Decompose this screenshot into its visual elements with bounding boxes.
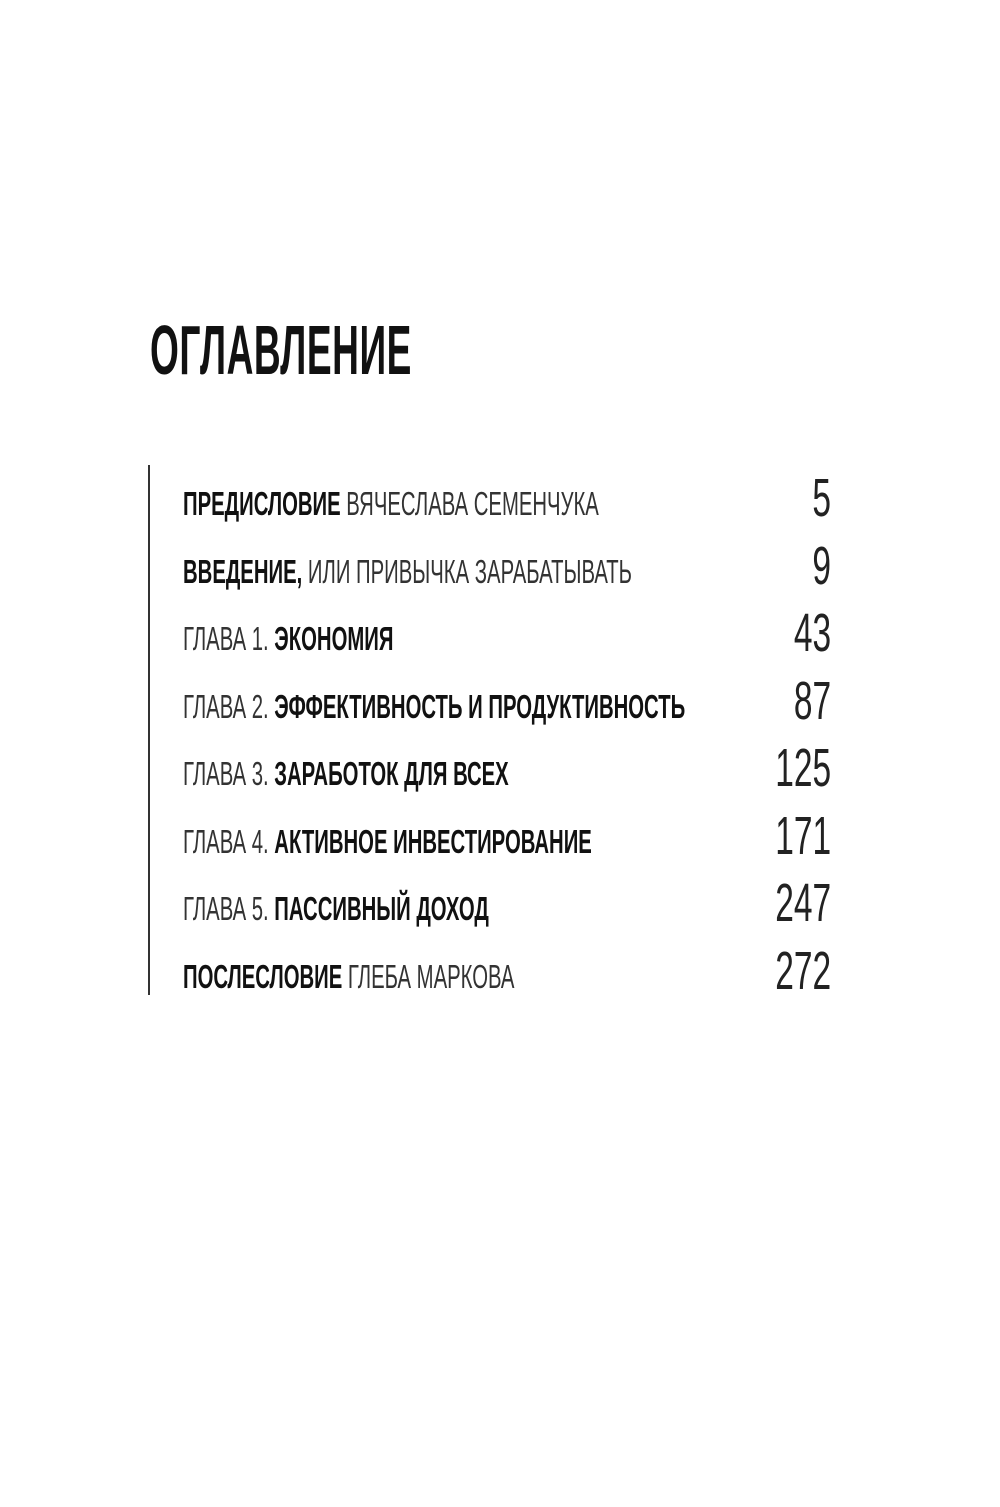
toc-entry[interactable]	[183, 871, 831, 931]
toc-entry-light-text: ИЛИ ПРИВЫЧКА ЗАРАБАТЫВАТЬ	[302, 552, 633, 590]
toc-entry-light-text: ВЯЧЕСЛАВА СЕМЕНЧУКА	[340, 485, 599, 522]
toc-page-number: 171	[775, 805, 831, 866]
toc-page-number: 5	[812, 468, 831, 528]
toc-entry-bold-text: ПРЕДИСЛОВИЕ	[183, 485, 341, 522]
toc-entry-light-text: ГЛАВА 4.	[183, 822, 275, 860]
toc-entry-title	[183, 824, 592, 860]
toc-entry-bold-text: ВВЕДЕНИЕ,	[183, 552, 303, 590]
toc-entry-title	[183, 689, 685, 725]
toc-page-number: 125	[775, 738, 831, 798]
toc-page-number: 87	[793, 670, 831, 731]
toc-entry-bold-text: ПОСЛЕСЛОВИЕ	[183, 957, 343, 995]
toc-entry-title	[183, 891, 489, 927]
toc-entry-bold-text: ЭФФЕКТИВНОСТЬ И ПРОДУКТИВНОСТЬ	[274, 687, 686, 725]
toc-entry-light-text: ГЛАВА 5.	[183, 890, 275, 927]
toc-page-number: 247	[775, 873, 831, 933]
toc-entry-title	[183, 486, 599, 522]
toc-entry[interactable]	[183, 736, 831, 796]
divider-line	[148, 465, 150, 995]
toc-entry-title	[183, 621, 393, 657]
toc-entry-bold-text: ПАССИВНЫЙ ДОХОД	[274, 890, 489, 927]
toc-page-number: 43	[793, 603, 831, 663]
toc-entry-light-text: ГЛАВА 1.	[183, 620, 275, 657]
toc-entry-light-text: ГЛЕБА МАРКОВА	[342, 957, 515, 995]
toc-entry[interactable]	[183, 669, 831, 729]
toc-entry-light-text: ГЛАВА 3.	[183, 755, 275, 792]
toc-entry-bold-text: АКТИВНОЕ ИНВЕСТИРОВАНИЕ	[274, 822, 592, 860]
toc-entry-light-text: ГЛАВА 2.	[183, 687, 275, 725]
page-title: ОГЛАВЛЕНИЕ	[150, 311, 412, 389]
toc-entry[interactable]	[183, 939, 831, 999]
toc-page-number: 9	[812, 535, 831, 596]
toc-entry-title	[183, 959, 514, 995]
toc-entry-bold-text: ЭКОНОМИЯ	[274, 620, 394, 657]
toc-entry[interactable]	[183, 534, 831, 594]
toc-entry-bold-text: ЗАРАБОТОК ДЛЯ ВСЕХ	[274, 755, 509, 792]
toc-entry-title	[183, 554, 632, 590]
toc-entry[interactable]	[183, 466, 831, 526]
toc-entry[interactable]	[183, 601, 831, 661]
toc-page-number: 272	[775, 940, 831, 1001]
toc-entry[interactable]	[183, 804, 831, 864]
toc-entry-title	[183, 756, 509, 792]
